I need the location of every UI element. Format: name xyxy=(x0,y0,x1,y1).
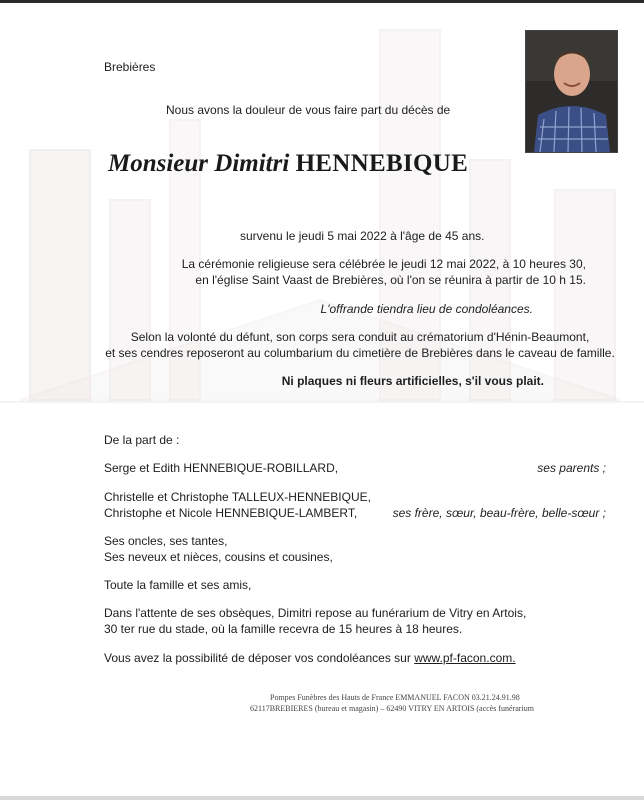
siblings-line-1: Christelle et Christophe TALLEUX-HENNEBIQUE, xyxy=(104,490,371,504)
offering-note: L'offrande tiendra lieu de condoléances. xyxy=(320,302,533,316)
from-label: De la part de : xyxy=(104,433,180,447)
condolences-line xyxy=(104,650,516,666)
extended-family-line-2: Ses neveux et nièces, cousins et cousines, xyxy=(104,550,333,564)
cremation-line-1: Selon la volonté du défunt, son corps sera conduit au crématorium d'Hénin-Beaumont, xyxy=(130,330,590,344)
portrait-image xyxy=(526,31,617,152)
siblings-line-2: Christophe et Nicole HENNEBIQUE-LAMBERT, xyxy=(104,506,358,520)
location-label: Brebières xyxy=(104,60,156,74)
death-announcement: survenu le jeudi 5 mai 2022 à l'âge de 45 ans. xyxy=(240,229,485,243)
funeral-home-line-1: Dans l'attente de ses obsèques, Dimitri repose au funérarium de Vitry en Artois, xyxy=(104,606,527,620)
intro-text: Nous avons la douleur de vous faire part du décès de xyxy=(166,103,451,117)
condolences-text: Vous avez la possibilité de déposer vos condoléances sur xyxy=(104,651,411,665)
condolences-link[interactable]: www.pf-facon.com. xyxy=(414,651,516,665)
deceased-surname: HENNEBIQUE xyxy=(295,150,469,177)
parents-relation: ses parents ; xyxy=(537,461,606,475)
cremation-line-2: et ses cendres reposeront au columbarium du cimetière de Brebières dans le caveau de famille. xyxy=(105,346,615,360)
family-and-friends: Toute la famille et ses amis, xyxy=(104,578,252,592)
parents-names: Serge et Edith HENNEBIQUE-ROBILLARD, xyxy=(104,461,339,475)
ceremony-line-1: La cérémonie religieuse sera célébrée le jeudi 12 mai 2022, à 10 heures 30, xyxy=(181,257,586,271)
siblings-relation: ses frère, sœur, beau-frère, belle-sœur ; xyxy=(392,506,606,520)
funeral-home-line-2: 30 ter rue du stade, où la famille recevra de 15 heures à 18 heures. xyxy=(104,622,463,636)
footer-company: Pompes Funèbres des Hauts de France EMMANUEL FACON 03.21.24.91.98 xyxy=(270,693,520,702)
deceased-first-name: Monsieur Dimitri xyxy=(108,150,290,177)
extended-family-line-1: Ses oncles, ses tantes, xyxy=(104,534,228,548)
footer-address: 62117BREBIERES (bureau et magasin) – 62490 VITRY EN ARTOIS (accès funérarium xyxy=(250,704,534,713)
deceased-portrait xyxy=(525,30,618,153)
bottom-border xyxy=(0,796,644,800)
ceremony-line-2: en l'église Saint Vaast de Brebières, où l'on se réunira à partir de 10 h 15. xyxy=(195,273,586,287)
no-flowers-note: Ni plaques ni fleurs artificielles, s'il vous plait. xyxy=(281,374,544,388)
deceased-name xyxy=(108,150,468,178)
